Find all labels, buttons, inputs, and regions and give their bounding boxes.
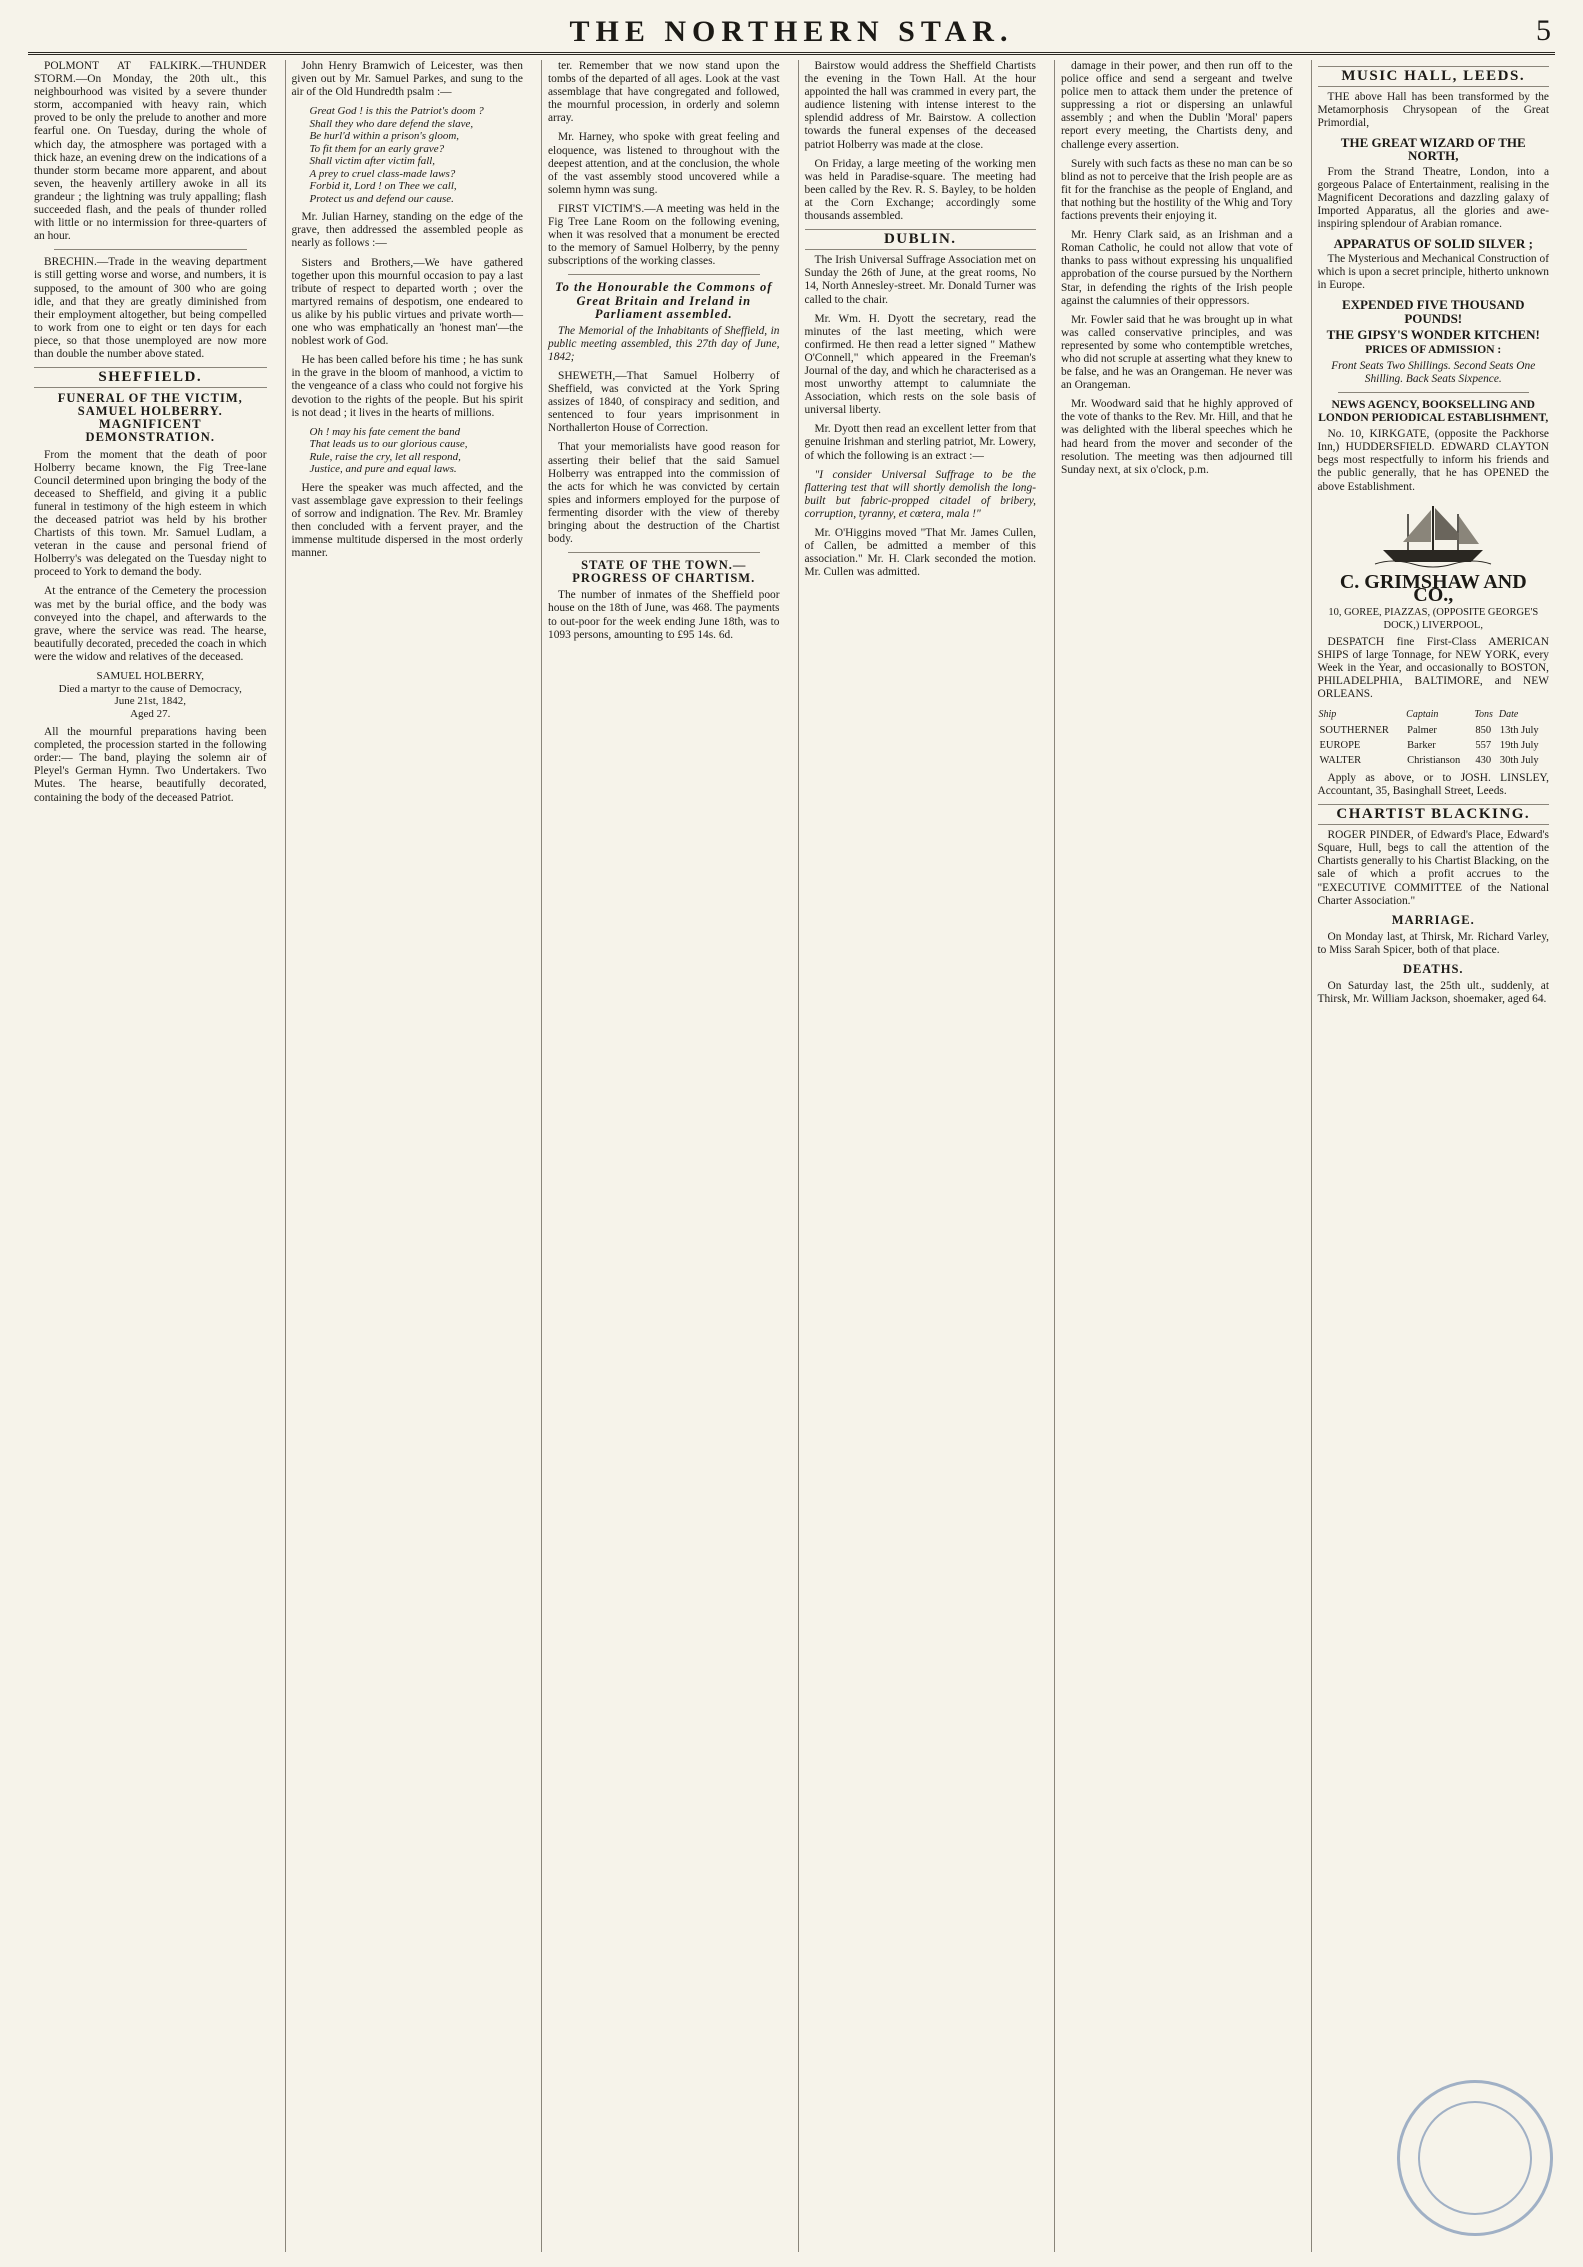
ad-blacking-text: ROGER PINDER, of Edward's Place, Edward's Square, Hull, begs to call the attention of the Chartists generally to his Chartist Blacking, on the sale of which a profit accrues to the "EXECUTIVE COMMITTEE of the National Charter Association.": [1317, 829, 1549, 907]
funeral-procession: All the mournful preparations having been completed, the procession started in the following order:— The band, playing the solemn air of Pleyel's German Hymn. Two Undertakers. Two Mutes. The hearse, beautifully decorated, containing the body of the deceased Patriot.: [34, 726, 267, 804]
ad-grimshaw-text: DESPATCH fine First-Class AMERICAN SHIPS of large Tonnage, for NEW YORK, every Week in the Year, and occasionally to BOSTON, PHILADELPHIA, BALTIMORE, and NEW ORLEANS.: [1317, 636, 1549, 701]
divider: [568, 274, 760, 275]
memorial-heading: To the Honourable the Commons of Great Britain and Ireland in Parliament assembled.: [555, 280, 773, 321]
column-2: [285, 60, 530, 2252]
table-header: Ship: [1318, 709, 1337, 721]
column-6: [1311, 60, 1556, 2252]
ad-music-hall-heading: MUSIC HALL, LEEDS.: [1318, 66, 1550, 87]
column-1: [28, 60, 273, 2252]
article-brechin: BRECHIN.—Trade in the weaving department is still getting worse and worse, and numbers, it is supposed, to the amount of 300 who are going idle, and that they are greatly diminished from their employment altogether, but being compelled to work from one to eight or ten days for each piece, so that those unemployed are now more than double the number above stated.: [34, 256, 267, 360]
ad-grimshaw-address: 10, GOREE, PIAZZAS, (OPPOSITE GEORGE'S DOCK,) LIVERPOOL,: [1328, 606, 1539, 631]
deaths-heading: DEATHS.: [1402, 961, 1464, 976]
newspaper-title: THE NORTHERN STAR.: [569, 15, 1014, 48]
ad-grimshaw-heading: C. GRIMSHAW AND CO.,: [1339, 570, 1527, 606]
memorial-subheading: The Memorial of the Inhabitants of Sheffield, in public meeting assembled, this 27th day of June, 1842;: [548, 324, 780, 363]
clark-speech: Mr. Henry Clark said, as an Irishman and a Roman Catholic, he could not allow that vote of thanks to pass without expressing his unqualified approbation of the course pursued by the Northern Star, in defending the rights of the Irish people against the calumnies of their oppressors.: [1061, 229, 1293, 307]
marriage-notice: On Monday last, at Thirsk, Mr. Richard Varley, to Miss Sarah Spicer, both of that place.: [1317, 930, 1549, 956]
dublin-continued: damage in their power, and then run off to the police office and send a sergeant and twelve police men to attack them under the pretence of suppressing a riot or dispersing an unlawful assembly ; and when the Dublin 'Moral' papers report every meeting, the Chartists deny, and challenge every assertion.: [1061, 60, 1293, 151]
table-row: EUROPE Barker 557 19th July: [1319, 739, 1539, 751]
ad-five-thousand: EXPENDED FIVE THOUSAND POUNDS!: [1341, 297, 1525, 326]
column-5: [1054, 60, 1299, 2252]
article-polmont: POLMONT AT FALKIRK.—THUNDER STORM.—On Monday, the 20th ult., this neighbourhood was visited by a severe thunder storm, accompanied with heavy rain, which proved to be only the prelude to another and more fearful one. On Tuesday, during the whole of which day, the atmosphere was portaged with a thick haze, an evening drew on the indications of a thunder storm became more apparent, and about seven, the heavenly artillery awoke in all its grandeur ; the lightning was truly appalling; flash succeeded flash, and the peals of thunder rolled with little or no intermission for three-quarters of an hour.: [34, 60, 267, 243]
ad-news-agency-text: No. 10, KIRKGATE, (opposite the Packhorse Inn,) HUDDERSFIELD. EDWARD CLAYTON begs most respectfully to inform his friends and the public generally, that he has OPENED the above Establishment.: [1317, 428, 1549, 493]
columns: [28, 60, 1555, 2252]
ad-wizard: THE GREAT WIZARD OF THE NORTH,: [1340, 135, 1526, 164]
masthead: [28, 12, 1555, 55]
hymn-verse: Great God ! is this the Patriot's doom ? Shall they who dare defend the slave, Be hurl'd within a prison's gloom, To fit them for an early grave? Shall victim after victim fall, A prey to cruel class-made laws? Forbid it, Lord ! on Thee we call, Protect us and defend our cause.: [309, 105, 484, 205]
page-number: 5: [1536, 14, 1551, 47]
table-header: Captain: [1406, 709, 1439, 721]
funeral-conclusion: Here the speaker was much affected, and the vast assemblage gave expression to their feelings of sorrow and indignation. The Rev. Mr. Bramley then concluded with a fervent prayer, and the immense multitude dispersed in the most orderly manner.: [291, 481, 523, 560]
ad-prices-heading: PRICES OF ADMISSION :: [1365, 343, 1502, 356]
memorial-body: SHEWETH,—That Samuel Holberry of Sheffield, was convicted at the York Spring assizes of 1840, of conspiracy and sedition, and sentenced to four years imprisonment in Northallerton House of Correction.: [548, 369, 780, 435]
dublin-paragraph: Mr. Wm. H. Dyott the secretary, read the minutes of the last meeting, which were confirmed. He then read a letter signed " Mathew O'Connell," which appeared in the Freeman's Journal of the day, and which he characterised as a most unworthy attempt to calumniate the Association, which rests on the sole basis of universal liberty.: [804, 312, 1036, 417]
paradise-square-meeting: On Friday, a large meeting of the working men was held in Paradise-square. The meeting had been called by the Rev. R. S. Bayley, to be holden at the Corn Exchange; accordingly some thousands assembled.: [804, 157, 1036, 223]
ad-linsley: Apply as above, or to JOSH. LINSLEY, Accountant, 35, Basinghall Street, Leeds.: [1317, 771, 1549, 797]
funeral-paragraph: At the entrance of the Cemetery the procession was met by the burial office, and the body was conveyed into the chapel, and afterwards to the grave, where the service was read. The hearse, beautifully decorated, preceded the coach in which were the widow and relatives of the deceased.: [34, 585, 267, 663]
dublin-paragraph: Mr. O'Higgins moved "That Mr. James Cullen, of Callen, be admitted a member of this association." Mr. H. Clark seconded the motion. Mr. Cullen was admitted.: [804, 527, 1036, 579]
dublin-paragraph: Mr. Dyott then read an excellent letter from that genuine Irishman and sterling patriot, Mr. Lowery, of which the following is an extract :—: [804, 423, 1036, 462]
column-3: [541, 60, 786, 2252]
fowler-speech: Mr. Fowler said that he was brought up in what was called conservative principles, and was represented by some who contemptible wretches, who did not scruple at asserting what they knew to be false, and he was an Orangeman. He never was an Orangeman.: [1061, 313, 1293, 392]
ad-news-agency: NEWS AGENCY, BOOKSELLING AND LONDON PERIODICAL ESTABLISHMENT,: [1318, 398, 1549, 425]
speech-continued: ter. Remember that we now stand upon the tombs of the departed of all ages. Look at the vast assemblage that have congregated and followed, the mournful procession, in orderly and solemn array.: [548, 60, 780, 125]
ad-gipsy-kitchen: THE GIPSY'S WONDER KITCHEN!: [1326, 326, 1540, 342]
table-header: Tons: [1474, 709, 1493, 721]
ship-emblem: [1318, 500, 1550, 570]
state-of-town-heading: STATE OF THE TOWN.—PROGRESS OF CHARTISM.: [572, 558, 756, 586]
divider: [1338, 392, 1530, 393]
sailing-table: [1318, 707, 1550, 767]
bairstow-meeting: Bairstow would address the Sheffield Chartists the evening in the Town Hall. At the hour appointed the hall was crammed in every part, the audience listening with intense interest to the splendid address of Mr. Bairstow. A collection towards the funeral expenses of the deceased patriot Holberry was made at the close.: [804, 60, 1036, 151]
ship-icon: [1373, 500, 1493, 570]
marriage-heading: MARRIAGE.: [1391, 912, 1475, 927]
dublin-continued: Surely with such facts as these no man can be so blind as not to perceive that the Irish people are as fit for the franchise as the people of England, and that nothing but the hostility of the Whig and Tory factions prevents their enjoying it.: [1061, 157, 1293, 223]
ad-blacking-heading: CHARTIST BLACKING.: [1318, 804, 1550, 825]
ad-apparatus: APPARATUS OF SOLID SILVER ;: [1333, 236, 1533, 252]
divider: [568, 552, 760, 553]
headline-funeral: FUNERAL OF THE VICTIM, SAMUEL HOLBERRY. MAGNIFICENT DEMONSTRATION.: [57, 391, 243, 445]
ad-music-hall-text: From the Strand Theatre, London, into a gorgeous Palace of Entertainment, realising in the Magnificent Decorations and dazzling galaxy of Imported Apparatus, all the glories and awe-inspiring splendour of Arabian romance.: [1317, 165, 1549, 230]
ad-music-hall-text: THE above Hall has been transformed by the Metamorphosis Chrysopean of the Great Primordial,: [1317, 91, 1549, 130]
coffin-inscription: SAMUEL HOLBERRY, Died a martyr to the cause of Democracy, June 21st, 1842, Aged 27.: [58, 670, 242, 720]
harney-intro: Mr. Julian Harney, standing on the edge of the grave, then addressed the assembled people as nearly as follows :—: [291, 211, 523, 250]
table-row: SOUTHERNER Palmer 850 13th July: [1319, 724, 1539, 736]
woodward-speech: Mr. Woodward said that he highly approved of the vote of thanks to the Rev. Mr. Hill, and that he was delighted with the liberal speeches which he had heard from the mover and seconder of the resolution. The meeting was then adjourned till Sunday next, at six o'clock, p.m.: [1061, 398, 1293, 476]
first-victims: FIRST VICTIM'S.—A meeting was held in the Fig Tree Lane Room on the following evening, when it was resolved that a monument be erected to the memory of Samuel Holberry, by the penny subscriptions of the working classes.: [548, 202, 780, 268]
ad-prices: Front Seats Two Shillings. Second Seats One Shilling. Back Seats Sixpence.: [1331, 359, 1536, 385]
state-of-town-body: The number of inmates of the Sheffield poor house on the 18th of June, was 468. The payments to out-poor for the week ending June 18th, was to 1093 persons, amounting to £95 14s. 6d.: [548, 589, 780, 641]
dublin-paragraph: The Irish Universal Suffrage Association met on Sunday the 26th of June, at the great rooms, No 14, North Annesley-street. Mr. Donald Turner was called to the chair.: [804, 254, 1036, 306]
table-header: Date: [1498, 709, 1519, 721]
hymn-intro: John Henry Bramwich of Leicester, was then given out by Mr. Samuel Parkes, and sung to the air of the Old Hundredth psalm :—: [291, 60, 523, 99]
funeral-paragraph: From the moment that the death of poor Holberry became known, the Fig Tree-lane Council determined upon bringing the body of the deceased to Sheffield, and giving it a public funeral in testimony of the high esteem in which the deceased patriot was held by his brother Chartists of this town. Mr. Samuel Ludlam, a veteran in the cause and personal friend of Holberry's was delegated on the Tuesday night to proceed to York to demand the body.: [34, 448, 267, 579]
table-row: WALTER Christianson 430 30th July: [1319, 754, 1539, 766]
harney-speech: He has been called before his time ; he has sunk in the grave in the bloom of manhood, a victim to the vengeance of a class who could not forgive his devotion to the rights of the people. But his spirit is not dead ; it lives in the hearts of millions.: [291, 354, 523, 419]
divider: [54, 249, 247, 250]
ad-music-hall-text: The Mysterious and Mechanical Construction of which is upon a secret principle, hitherto unknown in Europe.: [1317, 253, 1549, 292]
column-4: [798, 60, 1043, 2252]
closing-verse: Oh ! may his fate cement the band That leads us to our glorious cause, Rule, raise the cry, let all respond, Justice, and pure and equal laws.: [309, 425, 468, 476]
memorial-body: That your memorialists have good reason for asserting their belief that the said Samuel Holberry was entrapped into the commission of the acts for which he was convicted by certain spies and informers employed for the purpose of fermenting disorder with the view of thereby bringing about the destruction of the Chartist body.: [548, 441, 780, 546]
section-dublin: DUBLIN.: [805, 229, 1037, 250]
harney-speech: Sisters and Brothers,—We have gathered together upon this mournful occasion to pay a last tribute of respect to departed worth ; over the martyred remains of despotism, one endeared to us alike by his public virtues and private worth—one who was emphatically an 'honest man'—the noblest work of God.: [291, 256, 523, 348]
lowery-extract: "I consider Universal Suffrage to be the flattering test that will shortly demolish the long-built but fabric-propped citadel of bribery, corruption, tyranny, et cœtera, mala !": [804, 468, 1036, 520]
speech-reception: Mr. Harney, who spoke with great feeling and eloquence, was listened to throughout with the deepest attention, and at the conclusion, the whole of the vast assembly stood uncovered while a solemn hymn was sung.: [548, 131, 780, 196]
section-sheffield: SHEFFIELD.: [34, 367, 267, 388]
death-notice: On Saturday last, the 25th ult., suddenly, at Thirsk, Mr. William Jackson, shoemaker, aged 64.: [1317, 980, 1549, 1006]
